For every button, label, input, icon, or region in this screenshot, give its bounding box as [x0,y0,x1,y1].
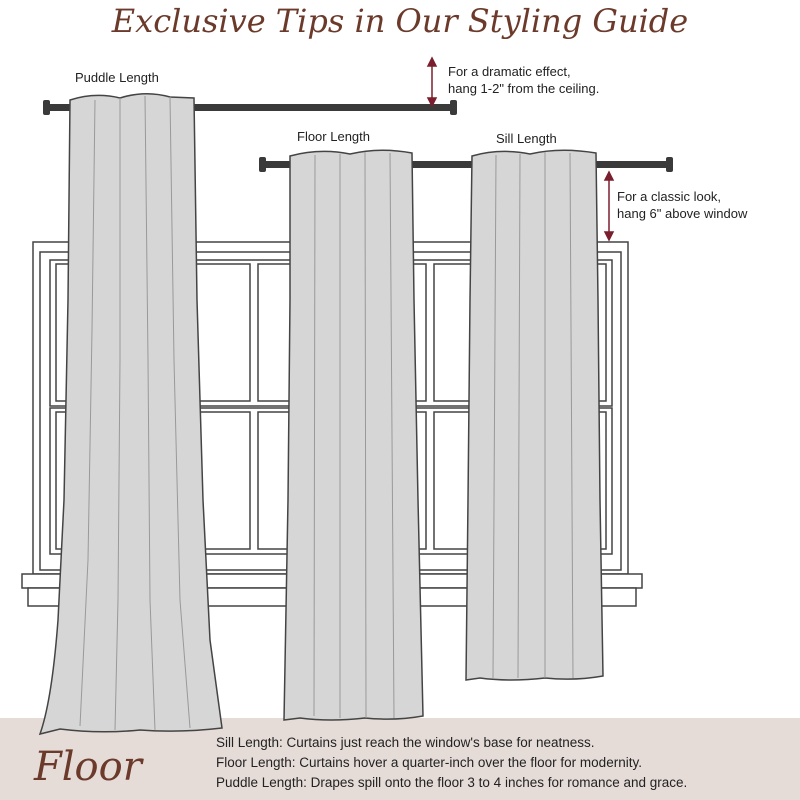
puddle-description: Puddle Length: Drapes spill onto the floor 3 to 4 inches for romance and grace. [216,775,688,790]
sill-description: Sill Length: Curtains just reach the window's base for neatness. [216,735,595,750]
floor-length-label: Floor Length [297,129,370,144]
floor-label: Floor [34,744,142,790]
dramatic-note-line1: For a dramatic effect, [448,64,571,79]
classic-note [617,188,747,222]
dramatic-height-arrow [428,58,436,106]
classic-note-line2: hang 6" above window [617,206,748,221]
dramatic-note-line2: hang 1-2" from the ceiling. [448,81,600,96]
floor-description: Floor Length: Curtains hover a quarter-inch over the floor for modernity. [216,755,642,770]
floor-curtain [284,150,423,720]
sill-length-label: Sill Length [496,131,557,146]
classic-note-line1: For a classic look, [617,189,722,204]
classic-height-arrow [605,172,613,240]
page-title: Exclusive Tips in Our Styling Guide [111,2,689,40]
sill-curtain [466,150,603,680]
puddle-curtain [40,94,222,734]
dramatic-note [448,63,599,97]
puddle-length-label: Puddle Length [75,70,159,85]
length-descriptions [216,733,687,793]
